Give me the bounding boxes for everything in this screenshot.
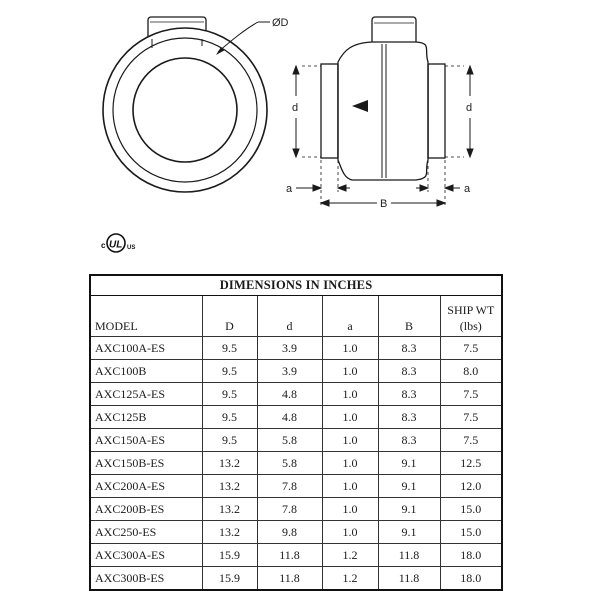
cell-ship-wt: 7.5	[440, 406, 502, 429]
fan-dimension-drawing	[0, 0, 590, 265]
cell-d: 11.8	[257, 567, 322, 591]
cell-d: 3.9	[257, 337, 322, 360]
cell-D: 9.5	[202, 429, 257, 452]
svg-text:UL: UL	[109, 239, 123, 251]
cell-a: 1.0	[322, 360, 378, 383]
header-a: a	[322, 296, 378, 337]
cell-B: 8.3	[378, 406, 440, 429]
svg-text:c: c	[101, 241, 106, 250]
cell-D: 13.2	[202, 521, 257, 544]
cell-ship-wt: 18.0	[440, 567, 502, 591]
table-row	[90, 406, 502, 429]
cell-a: 1.0	[322, 475, 378, 498]
cell-d: 3.9	[257, 360, 322, 383]
flange-label-right: a	[464, 183, 471, 195]
cell-d: 7.8	[257, 498, 322, 521]
cell-d: 7.8	[257, 475, 322, 498]
cell-model: AXC200A-ES	[90, 475, 202, 498]
inner-diameter-label-left: d	[292, 102, 299, 114]
table-row	[90, 337, 502, 360]
cell-ship-wt: 12.5	[440, 452, 502, 475]
cell-a: 1.0	[322, 521, 378, 544]
flange-dim-left	[296, 185, 350, 191]
cell-d: 9.8	[257, 521, 322, 544]
cell-a: 1.2	[322, 567, 378, 591]
cell-model: AXC300A-ES	[90, 544, 202, 567]
table-row	[90, 360, 502, 383]
cell-B: 9.1	[378, 475, 440, 498]
cell-B: 11.8	[378, 567, 440, 591]
body-length-label: B	[380, 198, 388, 210]
cell-B: 9.1	[378, 521, 440, 544]
cell-ship-wt: 15.0	[440, 498, 502, 521]
table-row	[90, 452, 502, 475]
flange-label-left: a	[286, 183, 293, 195]
cell-B: 8.3	[378, 360, 440, 383]
header-ship-wt-line2: (lbs)	[459, 319, 482, 333]
header-D: D	[202, 296, 257, 337]
cell-d: 5.8	[257, 429, 322, 452]
cell-ship-wt: 7.5	[440, 429, 502, 452]
cell-D: 15.9	[202, 567, 257, 591]
cell-ship-wt: 15.0	[440, 521, 502, 544]
header-ship-wt	[440, 296, 502, 337]
cell-model: AXC125B	[90, 406, 202, 429]
cell-B: 9.1	[378, 452, 440, 475]
cell-D: 9.5	[202, 337, 257, 360]
cell-B: 9.1	[378, 498, 440, 521]
cell-model: AXC150A-ES	[90, 429, 202, 452]
table-row	[90, 544, 502, 567]
cell-model: AXC150B-ES	[90, 452, 202, 475]
cell-D: 9.5	[202, 383, 257, 406]
cell-ship-wt: 8.0	[440, 360, 502, 383]
header-d: d	[257, 296, 322, 337]
cell-model: AXC100B	[90, 360, 202, 383]
table-row	[90, 429, 502, 452]
cell-model: AXC300B-ES	[90, 567, 202, 591]
header-B: B	[378, 296, 440, 337]
flange-dim-right	[416, 185, 460, 191]
cell-d: 4.8	[257, 383, 322, 406]
cell-ship-wt: 7.5	[440, 383, 502, 406]
cell-d: 5.8	[257, 452, 322, 475]
cell-a: 1.0	[322, 383, 378, 406]
cell-D: 15.9	[202, 544, 257, 567]
dimensions-table	[89, 274, 503, 591]
junction-box-side	[372, 17, 416, 44]
cell-model: AXC100A-ES	[90, 337, 202, 360]
cell-ship-wt: 7.5	[440, 337, 502, 360]
table-row	[90, 475, 502, 498]
table-row	[90, 521, 502, 544]
cell-B: 8.3	[378, 337, 440, 360]
cell-a: 1.0	[322, 452, 378, 475]
outer-housing-circle	[103, 28, 267, 192]
cell-d: 4.8	[257, 406, 322, 429]
table-body	[90, 337, 502, 591]
header-model: MODEL	[90, 296, 202, 337]
outer-diameter-label: ØD	[272, 17, 289, 29]
table-row	[90, 498, 502, 521]
cell-ship-wt: 18.0	[440, 544, 502, 567]
cell-D: 9.5	[202, 406, 257, 429]
cell-B: 8.3	[378, 429, 440, 452]
header-ship-wt-line1: SHIP WT	[447, 303, 495, 317]
cul-us-listed-mark-icon	[92, 232, 152, 254]
front-view	[103, 17, 267, 192]
cell-a: 1.0	[322, 406, 378, 429]
table-row	[90, 567, 502, 591]
cell-d: 11.8	[257, 544, 322, 567]
cell-a: 1.0	[322, 337, 378, 360]
cell-D: 9.5	[202, 360, 257, 383]
inner-diameter-label-right: d	[466, 102, 473, 114]
cell-B: 11.8	[378, 544, 440, 567]
cell-model: AXC250-ES	[90, 521, 202, 544]
cell-model: AXC125A-ES	[90, 383, 202, 406]
cell-a: 1.2	[322, 544, 378, 567]
cell-D: 13.2	[202, 498, 257, 521]
cell-D: 13.2	[202, 452, 257, 475]
fan-housing-body	[338, 42, 428, 180]
table-title: DIMENSIONS IN INCHES	[90, 275, 502, 296]
cell-B: 8.3	[378, 383, 440, 406]
svg-text:US: US	[127, 245, 136, 251]
table-row	[90, 383, 502, 406]
cell-D: 13.2	[202, 475, 257, 498]
cell-model: AXC200B-ES	[90, 498, 202, 521]
table-header-row	[90, 296, 502, 337]
cell-ship-wt: 12.0	[440, 475, 502, 498]
side-view	[321, 17, 445, 180]
cell-a: 1.0	[322, 498, 378, 521]
cell-a: 1.0	[322, 429, 378, 452]
